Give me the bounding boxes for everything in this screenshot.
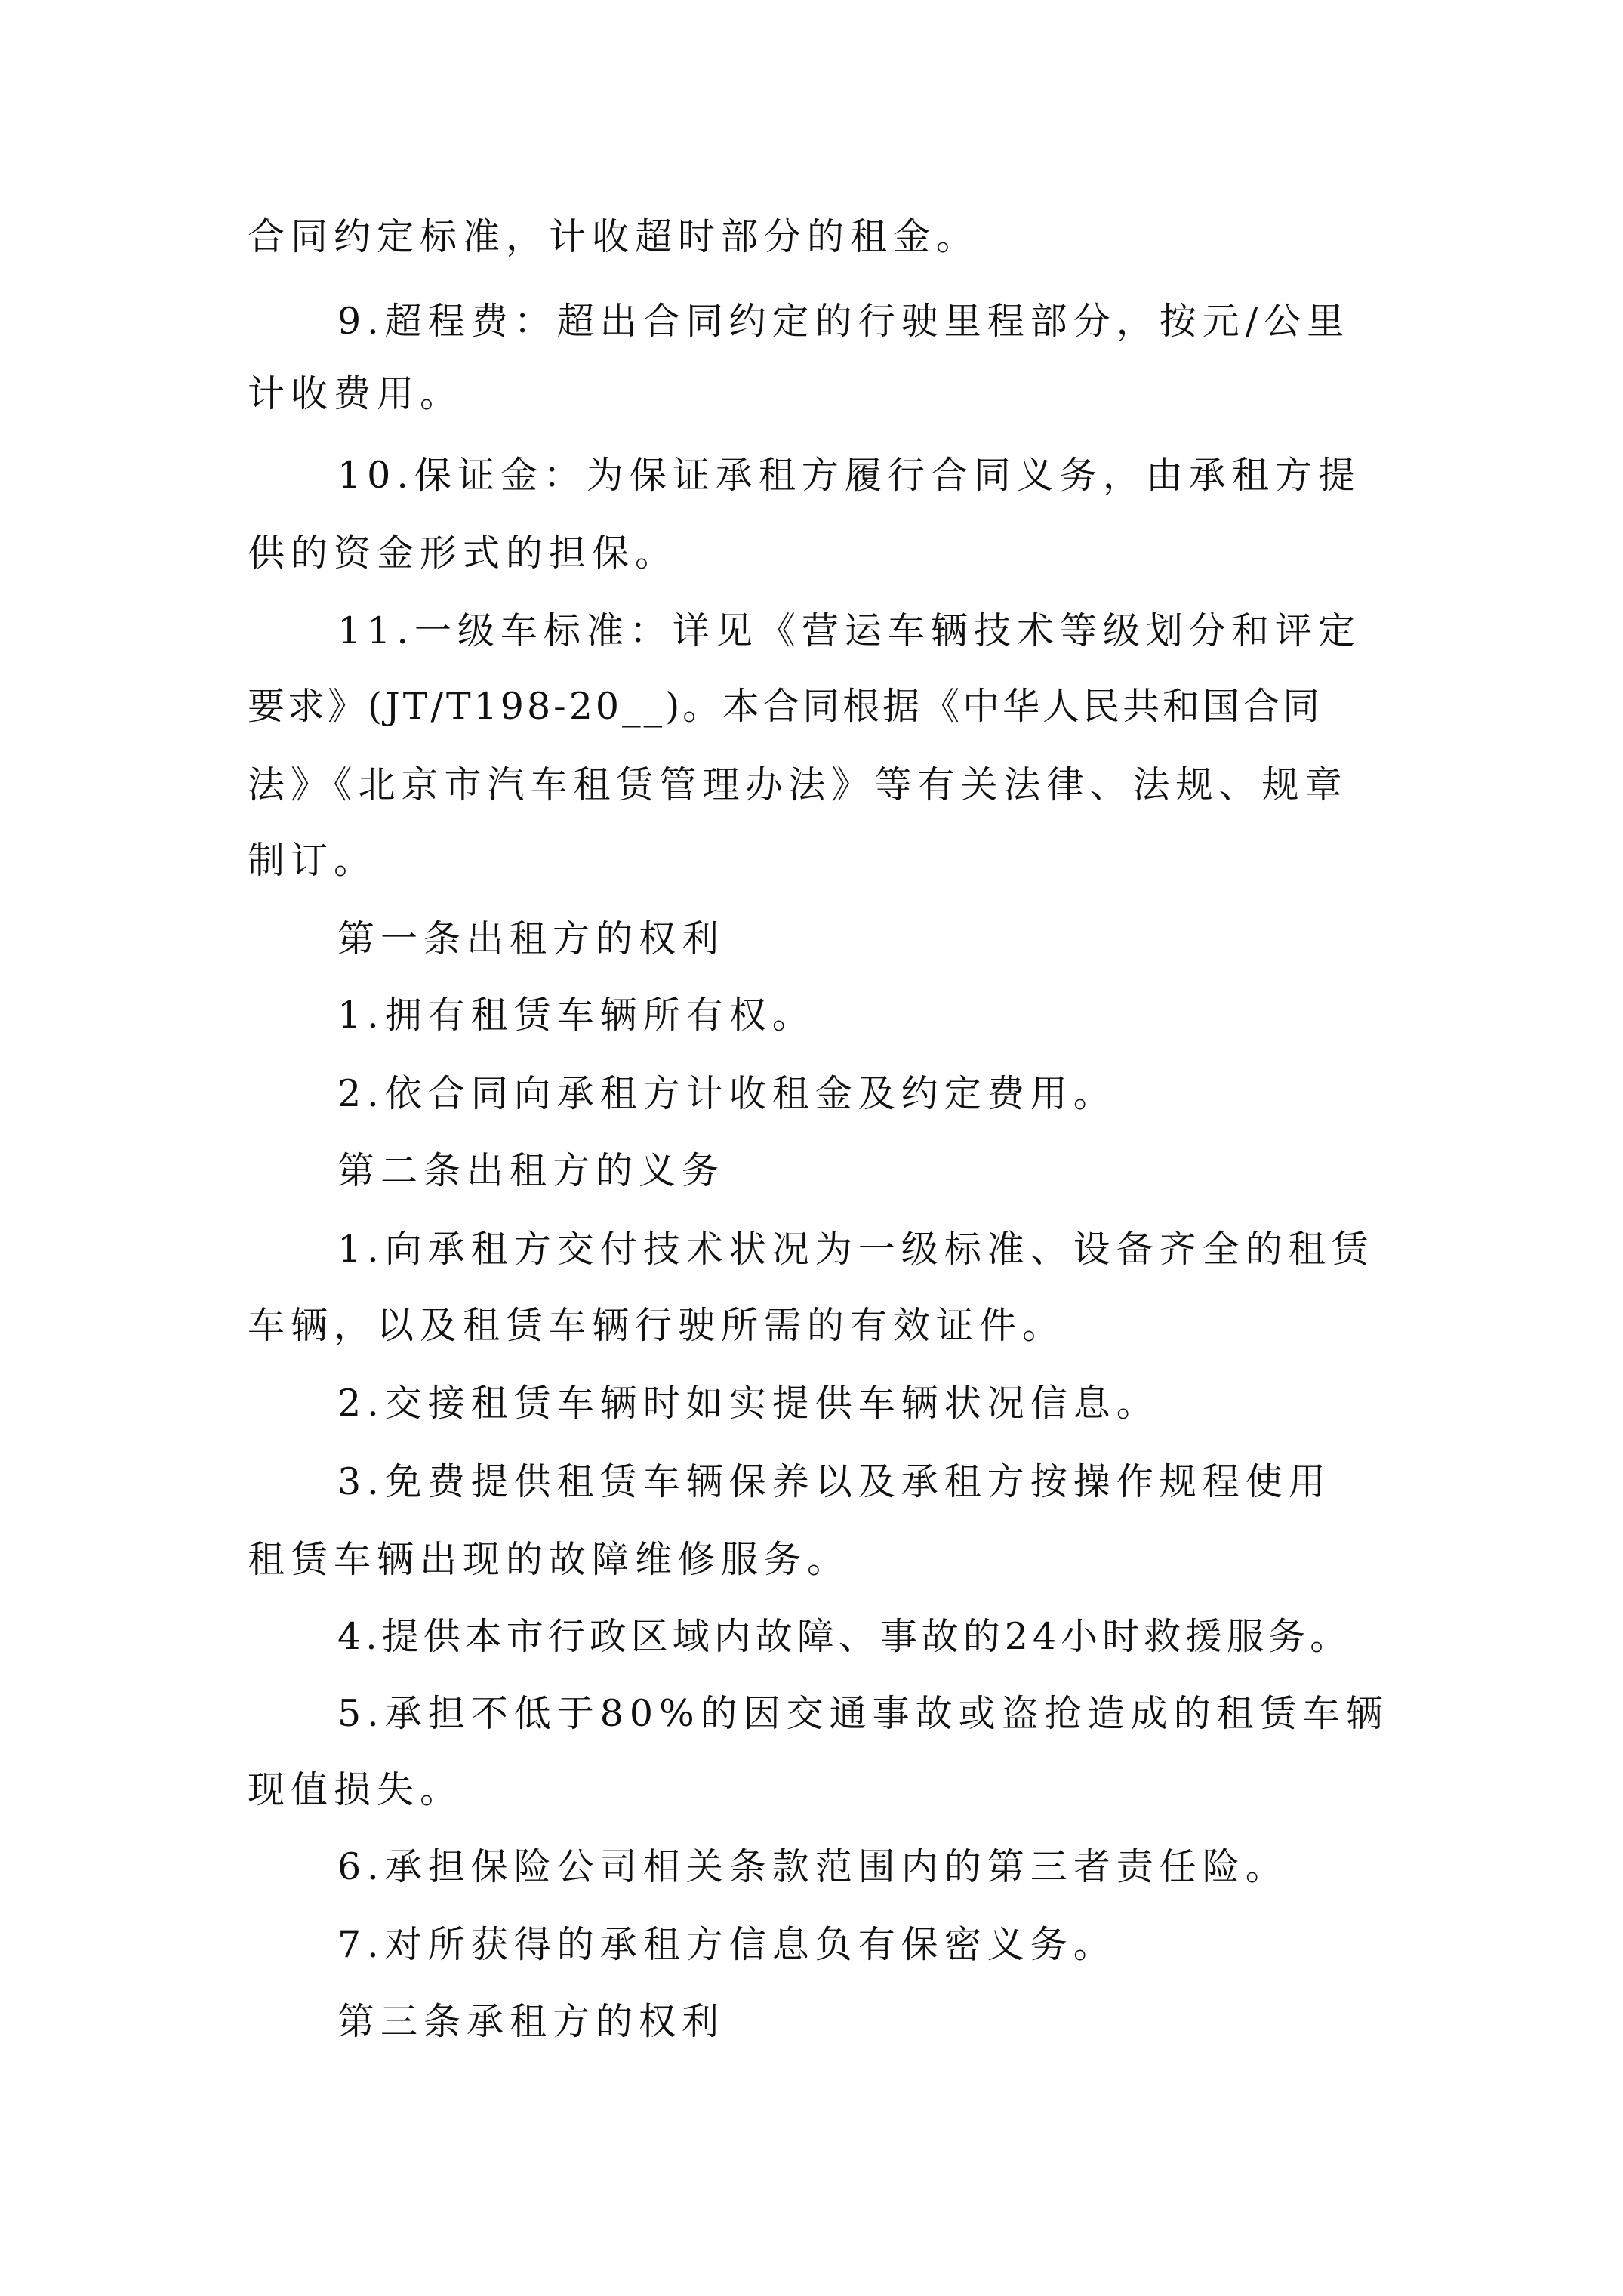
text-line: 租赁车辆出现的故障维修服务。: [248, 1538, 851, 1581]
text-line: 6.承担保险公司相关条款范围内的第三者责任险。: [337, 1845, 1289, 1888]
text-line: 要求》(JT/T198-20__)。本合同根据《中华人民共和国合同: [248, 685, 1323, 728]
text-line: 计收费用。: [248, 372, 463, 415]
section-heading: 第一条出租方的权利: [337, 917, 725, 960]
text-line: 11.一级车标准：详见《营运车辆技术等级划分和评定: [337, 609, 1361, 652]
text-line: 2.依合同向承租方计收租金及约定费用。: [337, 1072, 1116, 1115]
section-heading: 第三条承租方的权利: [337, 2000, 725, 2043]
text-line: 3.免费提供租赁车辆保养以及承租方按操作规程使用: [337, 1460, 1332, 1503]
text-line: 制订。: [248, 839, 377, 882]
text-line: 合同约定标准，计收超时部分的租金。: [248, 215, 980, 258]
text-line: 9.超程费：超出合同约定的行驶里程部分，按元/公里: [337, 300, 1350, 343]
text-line: 供的资金形式的担保。: [248, 532, 679, 575]
text-line: 10.保证金：为保证承租方履行合同义务，由承租方提: [337, 454, 1361, 497]
text-line: 1.拥有租赁车辆所有权。: [337, 994, 815, 1037]
text-line: 2.交接租赁车辆时如实提供车辆状况信息。: [337, 1382, 1160, 1425]
text-line: 法》《北京市汽车租赁管理办法》等有关法律、法规、规章: [248, 763, 1348, 806]
text-line: 5.承担不低于80%的因交通事故或盗抢造成的租赁车辆: [337, 1692, 1389, 1735]
text-line: 7.对所获得的承租方信息负有保密义务。: [337, 1923, 1116, 1966]
text-line: 车辆，以及租赁车辆行驶所需的有效证件。: [248, 1304, 1066, 1347]
text-line: 4.提供本市行政区域内故障、事故的24小时救援服务。: [337, 1615, 1352, 1658]
text-line: 1.向承租方交付技术状况为一级标准、设备齐全的租赁: [337, 1228, 1375, 1271]
section-heading: 第二条出租方的义务: [337, 1149, 725, 1192]
text-line: 现值损失。: [248, 1768, 463, 1811]
